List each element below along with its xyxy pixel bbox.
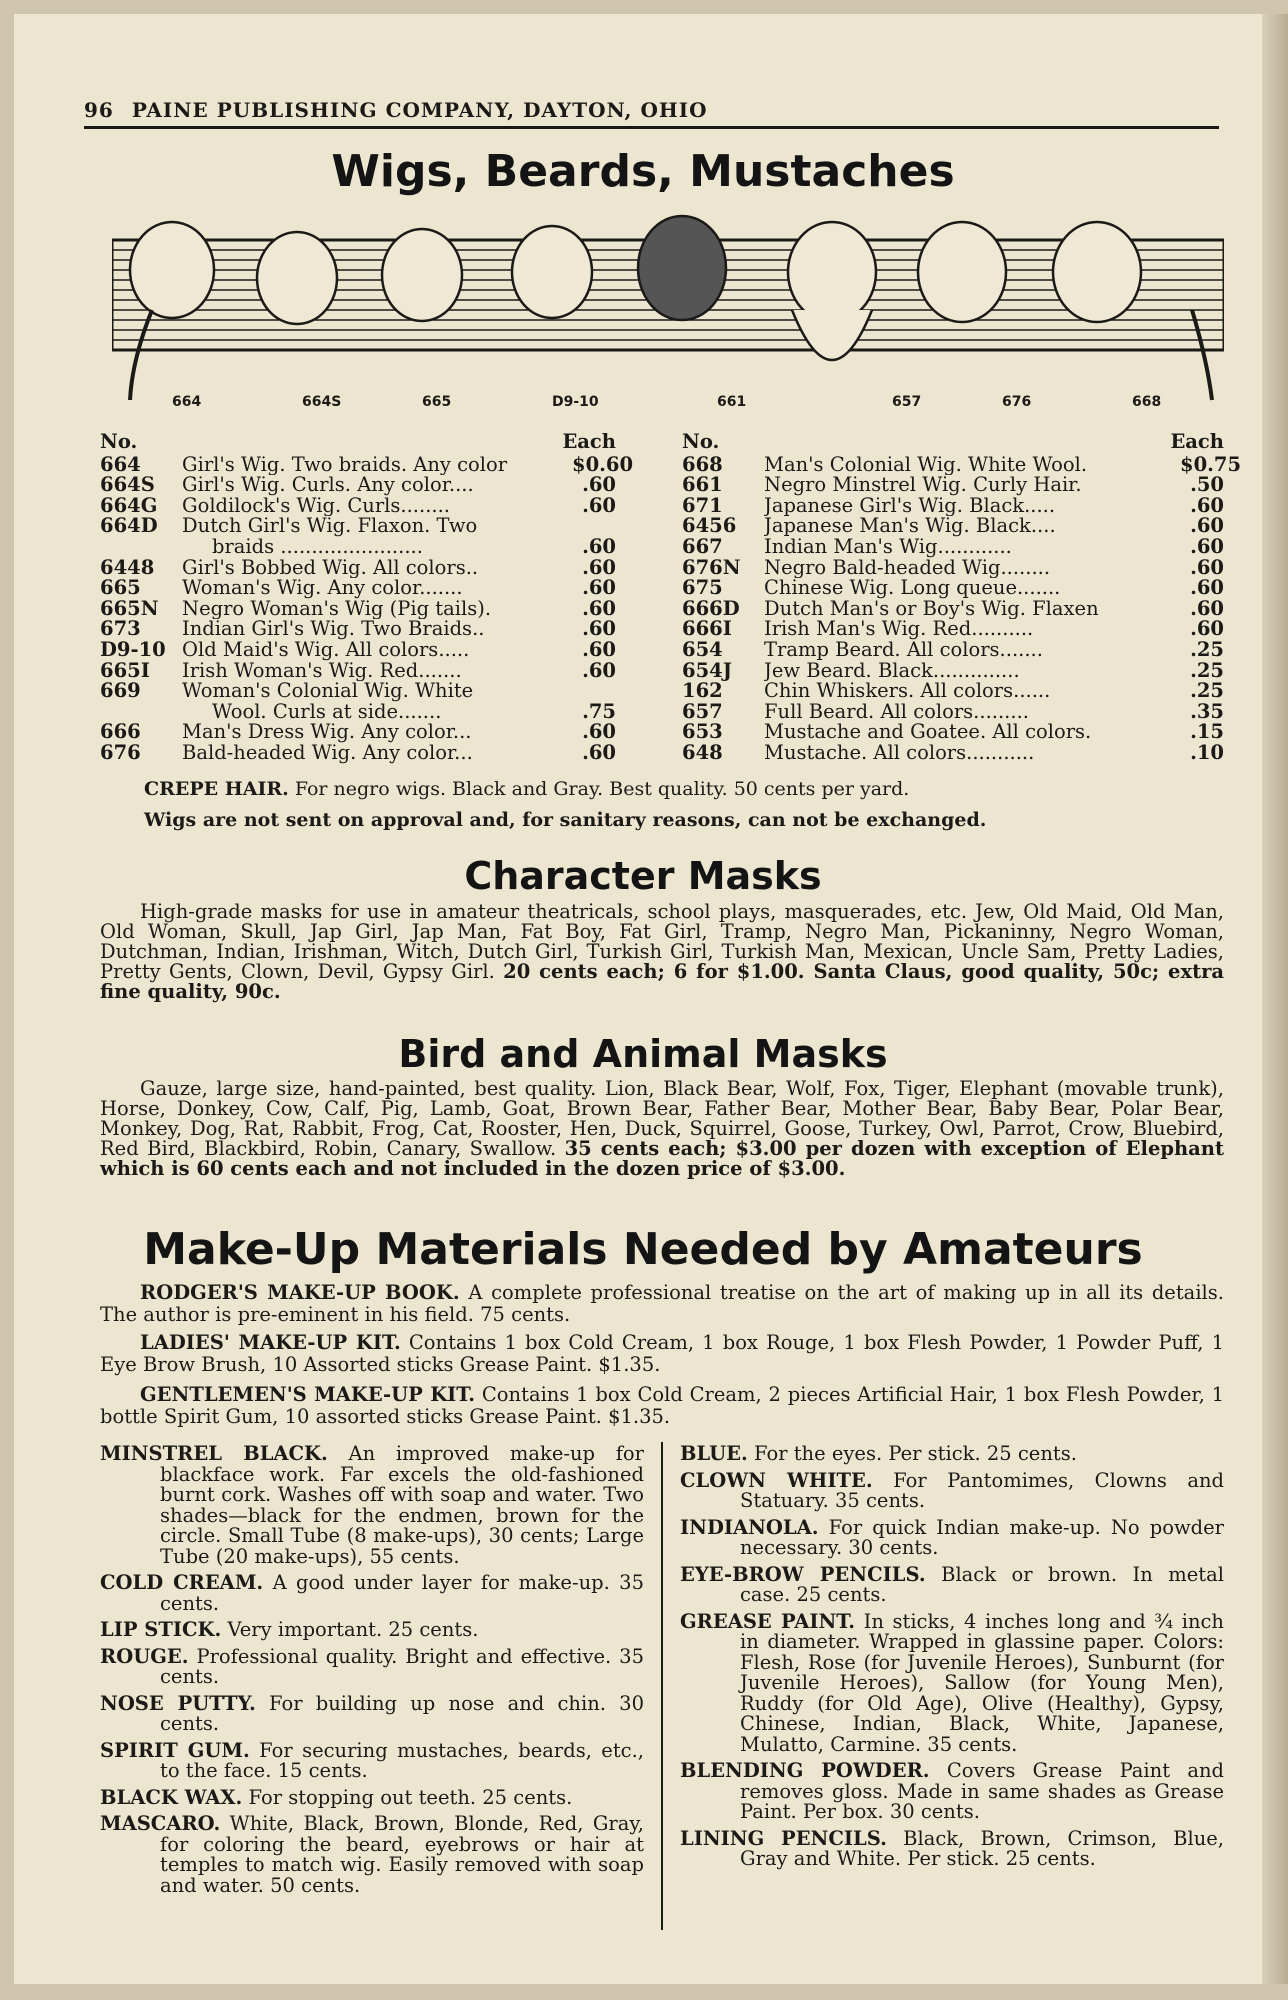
item-number: 657 — [682, 699, 723, 723]
price-row — [682, 596, 1224, 620]
item-number: 666 — [100, 720, 141, 744]
makeup-item-text: Professional quality. Bright and effective. 35 cents. — [160, 1644, 644, 1688]
crepe-hair-line — [144, 778, 909, 800]
makeup-item-name: ROUGE. — [100, 1644, 189, 1668]
makeup-item-text: For quick Indian make-up. No powder necessary. 30 cents. — [740, 1515, 1224, 1559]
item-price: .10 — [1190, 740, 1224, 764]
crepe-hair-text: For negro wigs. Black and Gray. Best quality. 50 cents per yard. — [294, 778, 910, 800]
ladies-kit-item — [100, 1332, 1224, 1376]
price-row — [100, 596, 616, 620]
girl-curls-head-icon — [257, 232, 337, 324]
makeup-item-text: In sticks, 4 inches long and ¾ inch in diameter. Wrapped in glassine paper. Colors: Flesh, Rose (for Juvenile Heroes), Sunburnt (for Juvenile Heroes), Sallow (for Young Men), Ruddy (for Old Age), Olive (Healthy), Gypsy, Chinese, Indian, Black, White, Japanese, Mulatto, Carmine. 35 cents. — [740, 1609, 1224, 1756]
makeup-item-text: Covers Grease Paint and removes gloss. Made in same shades as Grease Paint. Per box. 30 cents. — [740, 1759, 1225, 1823]
makeup-item — [100, 1785, 644, 1809]
item-price: .25 — [1190, 679, 1224, 703]
makeup-item-name: GREASE PAINT. — [680, 1609, 856, 1633]
item-price: .60 — [1190, 576, 1224, 600]
price-list-header — [682, 432, 1224, 453]
item-description: Wool. Curls at side....... — [212, 701, 442, 723]
gents-kit-item — [100, 1384, 1224, 1428]
item-number: 654 — [682, 637, 723, 661]
item-number: 666I — [682, 617, 732, 641]
item-number: 675 — [682, 576, 723, 600]
woman-head-icon — [382, 229, 462, 321]
item-price: .60 — [582, 493, 616, 517]
makeup-item-name: LIP STICK. — [100, 1618, 222, 1641]
makeup-item-name: BLENDING POWDER. — [680, 1759, 930, 1782]
item-description: Chinese Wig. Long queue....... — [764, 578, 1061, 599]
price-list-header — [100, 432, 616, 453]
item-number: 162 — [682, 679, 723, 703]
item-number: 667 — [682, 534, 723, 558]
banner-label: 665 — [422, 394, 452, 410]
item-description: Mustache. All colors........... — [764, 742, 1035, 764]
price-row — [100, 534, 616, 558]
makeup-item-name: NOSE PUTTY. — [100, 1691, 256, 1715]
banner-label: D9-10 — [552, 394, 599, 410]
col-each-label: Each — [1170, 430, 1224, 453]
makeup-book-text: A complete professional treatise on the art of making up in all its details. The author is pre-eminent in his field. 75 cents. — [100, 1281, 1224, 1326]
colonial-head-icon — [1053, 222, 1141, 322]
price-row — [100, 555, 616, 579]
item-price: .25 — [1190, 637, 1224, 661]
wig-notice: Wigs are not sent on approval and, for sanitary reasons, can not be exchanged. — [144, 809, 987, 831]
item-description: Girl's Bobbed Wig. All colors.. — [182, 557, 479, 579]
makeup-item — [100, 1573, 644, 1614]
bird-masks-price: 35 cents each; $3.00 per dozen with exception of Elephant which is 60 cents each and not included in the dozen price of $3.00. — [100, 1137, 1224, 1180]
catalog-page — [14, 14, 1269, 1984]
girl-head-icon — [130, 222, 214, 318]
makeup-item-text: For Pantomimes, Clowns and Statuary. 35 cents. — [740, 1468, 1225, 1512]
item-description: Full Beard. All colors......... — [764, 701, 1029, 723]
item-number: 653 — [682, 720, 723, 744]
price-row — [682, 516, 1224, 537]
makeup-item — [100, 1444, 644, 1567]
price-row — [682, 681, 1224, 702]
character-masks-body: High-grade masks for use in amateur theatricals, school plays, masquerades, etc. Jew, Old Maid, Old Man, Old Woman, Skull, Jap Girl, Jap Man, Fat Boy, Fat Girl, Tramp, Negro Man, Pickaninny, Negro Woman, Dutchman, Indian, Irishman, Witch, Dutch Girl, Turkish Girl, Turkish Man, Mexican, Uncle Sam, Pretty Ladies, Pretty Gents, Clown, Devil, Gypsy Girl. — [100, 900, 1224, 983]
item-price: $0.60 — [572, 452, 634, 476]
price-row — [682, 578, 1224, 599]
makeup-item-text: For securing mustaches, beards, etc., to the face. 15 cents. — [160, 1738, 644, 1782]
item-price: .60 — [1190, 493, 1224, 517]
bird-masks-text — [100, 1079, 1224, 1179]
wig-heads-banner — [112, 210, 1224, 420]
makeup-item-name: COLD CREAM. — [100, 1571, 264, 1594]
makeup-item-name: LINING PENCILS. — [680, 1826, 887, 1850]
makeup-item-text: A good under layer for make-up. 35 cents. — [160, 1571, 644, 1615]
minstrel-head-icon — [638, 216, 726, 320]
item-price: .60 — [582, 534, 616, 558]
price-row — [100, 619, 616, 640]
price-row — [682, 637, 1224, 661]
price-row — [682, 740, 1224, 764]
price-row — [100, 740, 616, 764]
makeup-item — [100, 1738, 644, 1782]
makeup-book-item — [100, 1282, 1224, 1326]
item-description: Irish Woman's Wig. Red....... — [182, 660, 462, 682]
item-price: .50 — [1190, 473, 1224, 497]
makeup-item-text: Very important. 25 cents. — [227, 1618, 479, 1641]
item-price — [572, 516, 616, 537]
item-description: Irish Man's Wig. Red.......... — [764, 619, 1034, 640]
price-row — [100, 452, 634, 476]
price-row — [682, 493, 1224, 517]
makeup-item — [680, 1826, 1224, 1870]
makeup-book-name: RODGER'S MAKE-UP BOOK. — [140, 1281, 460, 1304]
item-number: 661 — [682, 473, 723, 497]
item-description: Japanese Man's Wig. Black.... — [764, 516, 1056, 537]
character-masks-text — [100, 902, 1224, 1002]
item-number: 673 — [100, 617, 141, 641]
item-price: .60 — [582, 555, 616, 579]
banner-label: 661 — [717, 394, 747, 410]
price-row — [100, 516, 616, 537]
col-no-label: No. — [682, 430, 720, 453]
item-description: Woman's Wig. Any color....... — [182, 578, 463, 599]
item-number: 665N — [100, 596, 159, 620]
item-description: Woman's Colonial Wig. White — [182, 681, 474, 702]
item-description: Dutch Girl's Wig. Flaxon. Two — [182, 516, 478, 537]
makeup-column-right — [680, 1444, 1224, 1876]
item-price: .75 — [582, 699, 616, 723]
makeup-item-name: INDIANOLA. — [680, 1515, 819, 1539]
item-description: Old Maid's Wig. All colors..... — [182, 639, 470, 661]
item-number: 664S — [100, 473, 155, 497]
item-price: .15 — [1190, 720, 1224, 744]
item-description: Goldilock's Wig. Curls........ — [182, 495, 451, 517]
page-number: 96 — [84, 98, 114, 122]
makeup-item-name: SPIRIT GUM. — [100, 1738, 250, 1762]
full-beard-head-icon — [788, 222, 876, 322]
wig-price-list-right — [682, 430, 1242, 764]
makeup-item-text: White, Black, Brown, Blonde, Red, Gray, for coloring the beard, eyebrows or hair at temples to match wig. Easily removed with soap and water. 50 cents. — [160, 1812, 645, 1897]
character-masks-price: 20 cents each; 6 for $1.00. Santa Claus, good quality, 50c; extra fine quality, 90c. — [100, 960, 1225, 1003]
col-each-label: Each — [562, 430, 616, 453]
gents-kit-text: Contains 1 box Cold Cream, 2 pieces Artificial Hair, 1 box Flesh Powder, 1 bottle Spirit Gum, 10 assorted sticks Grease Paint. $1.35. — [100, 1383, 1224, 1428]
price-row — [100, 699, 616, 723]
price-row — [682, 534, 1224, 558]
item-number: 664D — [100, 514, 158, 538]
price-row — [100, 681, 616, 702]
item-number: 6456 — [682, 514, 737, 538]
makeup-item — [680, 1444, 1224, 1465]
banner-label: 657 — [892, 394, 922, 410]
price-row — [100, 637, 616, 661]
item-description: Tramp Beard. All colors....... — [764, 639, 1043, 661]
makeup-item-text: Black, Brown, Crimson, Blue, Gray and White. Per stick. 25 cents. — [740, 1826, 1224, 1870]
running-header — [84, 98, 1219, 129]
item-number — [100, 702, 182, 723]
makeup-item — [680, 1609, 1224, 1756]
makeup-item-name: CLOWN WHITE. — [680, 1468, 873, 1492]
bald-head-icon — [918, 222, 1006, 322]
item-description: Mustache and Goatee. All colors. — [764, 722, 1092, 743]
gents-kit-name: GENTLEMEN'S MAKE-UP KIT. — [140, 1383, 476, 1406]
item-description: Man's Dress Wig. Any color... — [182, 722, 472, 743]
makeup-item — [100, 1691, 644, 1735]
makeup-item-name: EYE-BROW PENCILS. — [680, 1562, 926, 1586]
makeup-item-text: For stopping out teeth. 25 cents. — [248, 1785, 573, 1809]
item-price: $0.75 — [1180, 452, 1242, 476]
makeup-item — [100, 1620, 644, 1641]
item-number: 669 — [100, 679, 141, 703]
banner-label: 664S — [302, 394, 342, 410]
item-description: braids ....................... — [212, 536, 423, 558]
price-row — [682, 699, 1224, 723]
price-rows — [682, 452, 1242, 764]
makeup-item — [100, 1814, 644, 1896]
item-number: 676 — [100, 740, 141, 764]
price-row — [100, 658, 616, 682]
item-number: 668 — [682, 452, 723, 476]
item-description: Girl's Wig. Curls. Any color.... — [182, 475, 474, 496]
price-row — [682, 475, 1224, 496]
ladies-kit-name: LADIES' MAKE-UP KIT. — [140, 1331, 401, 1354]
item-price — [572, 681, 616, 702]
makeup-item-name: BLUE. — [680, 1442, 748, 1465]
banner-label: 664 — [172, 394, 202, 410]
item-description: Jew Beard. Black.............. — [764, 660, 1020, 682]
makeup-item — [680, 1515, 1224, 1559]
bird-masks-body: Gauze, large size, hand-painted, best quality. Lion, Black Bear, Wolf, Fox, Tiger, Elephant (movable trunk), Horse, Donkey, Cow, Calf, Pig, Lamb, Goat, Brown Bear, Father Bear, Mother Bear, Baby Bear, Polar Bear, Monkey, Dog, Rat, Rabbit, Frog, Cat, Rooster, Hen, Duck, Squirrel, Goose, Turkey, Owl, Parrot, Crow, Bluebird, Red Bird, Blackbird, Robin, Canary, Swallow. — [100, 1077, 1224, 1160]
item-description: Indian Girl's Wig. Two Braids.. — [182, 619, 485, 640]
item-price: .60 — [582, 658, 616, 682]
item-number: D9-10 — [100, 637, 166, 661]
price-rows — [100, 452, 634, 764]
price-row — [682, 555, 1224, 579]
item-number: 664G — [100, 493, 158, 517]
makeup-title: Make-Up Materials Needed by Amateurs — [143, 1224, 1143, 1275]
item-price: .60 — [1190, 617, 1224, 641]
makeup-item — [680, 1468, 1225, 1512]
character-masks-title: Character Masks — [464, 854, 822, 898]
item-description: Negro Bald-headed Wig........ — [764, 557, 1051, 579]
page-binding-edge — [1262, 14, 1288, 1984]
item-number: 665 — [100, 576, 141, 600]
price-row — [682, 658, 1224, 682]
item-number: 654J — [682, 658, 732, 682]
item-price: .60 — [582, 637, 616, 661]
wig-price-list-left — [100, 430, 634, 764]
item-description: Indian Man's Wig............ — [764, 536, 1012, 558]
item-description: Japanese Girl's Wig. Black..... — [764, 495, 1056, 517]
item-price: .60 — [1190, 555, 1224, 579]
item-description: Negro Woman's Wig (Pig tails). — [182, 598, 492, 620]
makeup-item — [680, 1761, 1224, 1823]
item-description: Girl's Wig. Two braids. Any color — [182, 454, 508, 476]
bird-masks-title: Bird and Animal Masks — [398, 1032, 888, 1076]
item-number: 648 — [682, 740, 723, 764]
item-number: 676N — [682, 555, 741, 579]
price-row — [100, 493, 616, 517]
price-row — [682, 619, 1224, 640]
makeup-item-text: For building up nose and chin. 30 cents. — [160, 1691, 644, 1735]
makeup-item-name: MASCARO. — [100, 1812, 221, 1835]
banner-label: 668 — [1132, 394, 1162, 410]
makeup-item-text: An improved make-up for blackface work. Far excels the old-fashioned burnt cork. Washes off with soap and water. Two shades—black for the endmen, brown for the circle. Small Tube (8 make-ups), 30 cents; Large Tube (20 make-ups), 55 cents. — [160, 1442, 644, 1568]
makeup-item-name: MINSTREL BLACK. — [100, 1442, 328, 1465]
item-number: 6448 — [100, 555, 155, 579]
item-price: .60 — [1190, 514, 1224, 538]
item-price: .60 — [582, 740, 616, 764]
price-row — [100, 475, 616, 496]
makeup-item — [100, 1644, 644, 1688]
item-price: .60 — [1190, 534, 1224, 558]
item-number: 664 — [100, 452, 141, 476]
old-maid-head-icon — [512, 226, 592, 318]
item-number: 666D — [682, 596, 740, 620]
item-price: .60 — [582, 596, 616, 620]
price-row — [682, 452, 1242, 476]
col-no-label: No. — [100, 430, 138, 453]
banner-label: 676 — [1002, 394, 1032, 410]
price-row — [100, 722, 616, 743]
item-price: .60 — [582, 576, 616, 600]
item-price: .60 — [582, 473, 616, 497]
ladies-kit-text: Contains 1 box Cold Cream, 1 box Rouge, 1 box Flesh Powder, 1 Powder Puff, 1 Eye Brow Brush, 10 Assorted sticks Grease Paint. $1.35. — [100, 1331, 1224, 1376]
item-number: 671 — [682, 493, 723, 517]
item-description: Negro Minstrel Wig. Curly Hair. — [764, 475, 1082, 496]
item-number — [100, 537, 182, 558]
price-row — [682, 722, 1224, 743]
makeup-item-text: Black or brown. In metal case. 25 cents. — [740, 1562, 1224, 1606]
item-price: .60 — [582, 617, 616, 641]
column-divider — [661, 1442, 663, 1930]
item-description: Bald-headed Wig. Any color... — [182, 742, 473, 764]
item-description: Chin Whiskers. All colors...... — [764, 681, 1051, 702]
item-price: .60 — [1190, 596, 1224, 620]
item-price: .60 — [582, 720, 616, 744]
item-description: Dutch Man's or Boy's Wig. Flaxen — [764, 598, 1099, 620]
item-price: .35 — [1190, 699, 1224, 723]
makeup-item — [680, 1562, 1224, 1606]
item-price: .25 — [1190, 658, 1224, 682]
makeup-item-text: For the eyes. Per stick. 25 cents. — [754, 1442, 1077, 1465]
crepe-hair-name: CREPE HAIR. — [144, 778, 289, 800]
makeup-column-left — [100, 1444, 644, 1902]
makeup-item-name: BLACK WAX. — [100, 1785, 243, 1809]
wigs-title: Wigs, Beards, Mustaches — [331, 146, 955, 197]
item-description: Man's Colonial Wig. White Wool. — [764, 454, 1088, 476]
price-row — [100, 578, 616, 599]
publisher-name: PAINE PUBLISHING COMPANY, DAYTON, OHIO — [131, 98, 708, 122]
item-number: 665I — [100, 658, 150, 682]
